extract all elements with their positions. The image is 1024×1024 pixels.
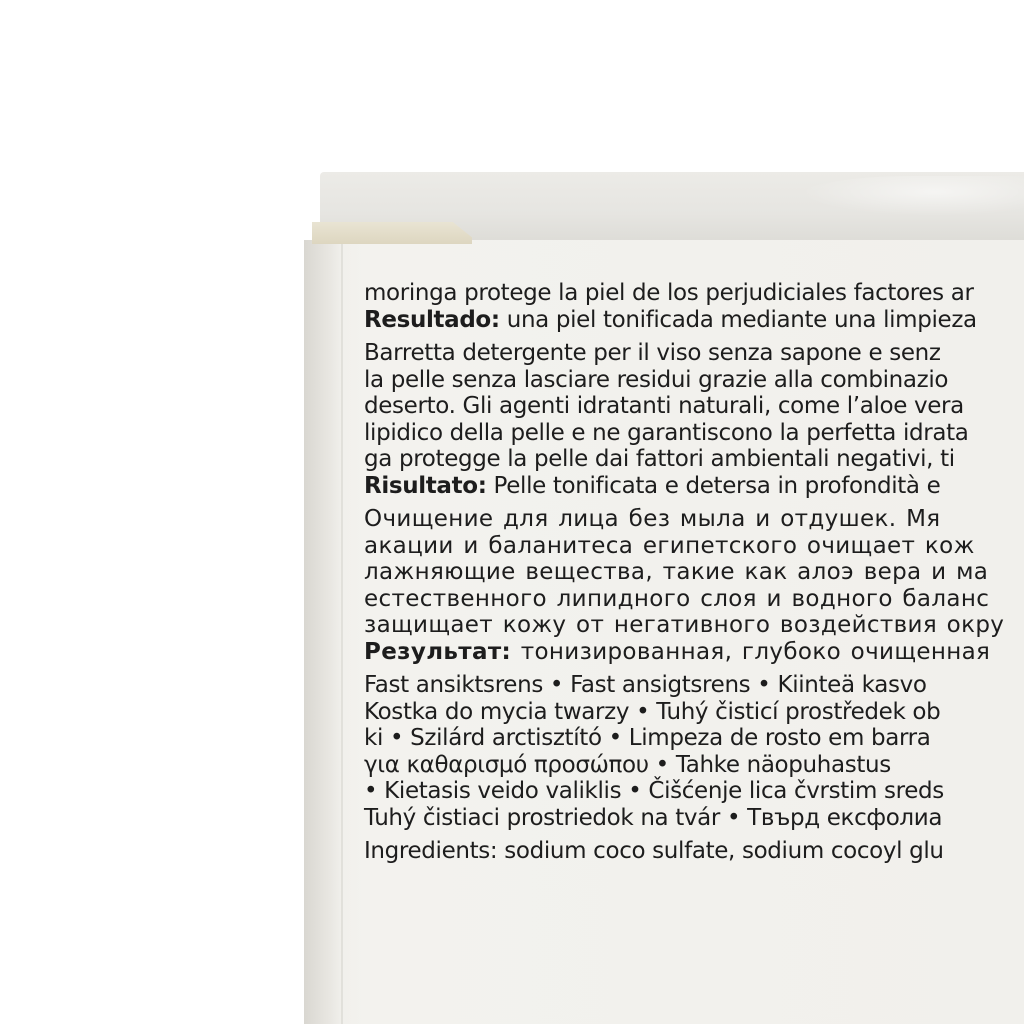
text-line: lipidico della pelle e ne garantiscono la perfetta idrata	[364, 419, 969, 446]
result-text: una piel tonificada mediante una limpieza	[499, 306, 977, 333]
text-line: ki • Szilárd arctisztító • Limpeza de rosto em barra	[364, 725, 931, 751]
box-lid-emboss	[800, 176, 1024, 216]
text-line: лажняющие вещества, такие как алоэ вера и ма	[364, 559, 989, 585]
text-line: moringa protege la piel de los perjudiciales factores ar	[364, 280, 974, 306]
text-line: Tuhý čistiaci prostriedok na tvár • Твърд ексфолиа	[364, 804, 943, 831]
box-flap	[312, 222, 472, 244]
text-line: deserto. Gli agenti idratanti naturali, come l’aloe vera	[364, 393, 964, 419]
text-line: Barretta detergente per il viso senza sapone e senz	[364, 340, 941, 366]
box-fold-line	[341, 240, 343, 1024]
text-line: la pelle senza lasciare residui grazie alla combinazio	[364, 366, 949, 393]
russian-paragraph	[364, 506, 1024, 665]
ingredients-line: Ingredients: sodium coco sulfate, sodium cocoyl glu	[364, 838, 944, 864]
text-line: естественного липидного слоя и водного баланс	[364, 585, 990, 612]
text-line: Kostka do mycia twarzy • Tuhý čisticí prostředek ob	[364, 698, 941, 725]
result-text: Pelle tonificata e detersa in profondità e	[486, 472, 941, 499]
text-line: защищает кожу от негативного воздействия окру	[364, 612, 1005, 638]
ingredients-paragraph	[364, 838, 1024, 865]
box-side-edge	[304, 240, 342, 1024]
result-line	[364, 639, 1024, 666]
spanish-paragraph	[364, 280, 1024, 333]
result-label: Resultado:	[364, 306, 500, 333]
result-text: тонизированная, глубоко очищенная	[511, 638, 991, 665]
italian-paragraph	[364, 340, 1024, 499]
result-label: Результат:	[364, 638, 512, 665]
text-line: • Kietasis veido valiklis • Čišćenje lica čvrstim sreds	[364, 778, 944, 804]
text-line: για καθαρισμό προσώπου • Tahke näopuhastus	[364, 751, 891, 778]
product-names-paragraph	[364, 672, 1024, 831]
text-line: акации и баланитеса египетского очищает кож	[364, 532, 975, 559]
printed-label-text	[364, 280, 1024, 872]
text-line: Fast ansiktsrens • Fast ansigtsrens • Kiinteä kasvo	[364, 672, 927, 698]
result-label: Risultato:	[364, 472, 487, 499]
text-line: ga protegge la pelle dai fattori ambientali negativi, ti	[364, 446, 955, 472]
result-line	[364, 307, 1024, 334]
text-line: Очищение для лица без мыла и отдушек. Мя	[364, 506, 941, 532]
result-line	[364, 473, 1024, 500]
